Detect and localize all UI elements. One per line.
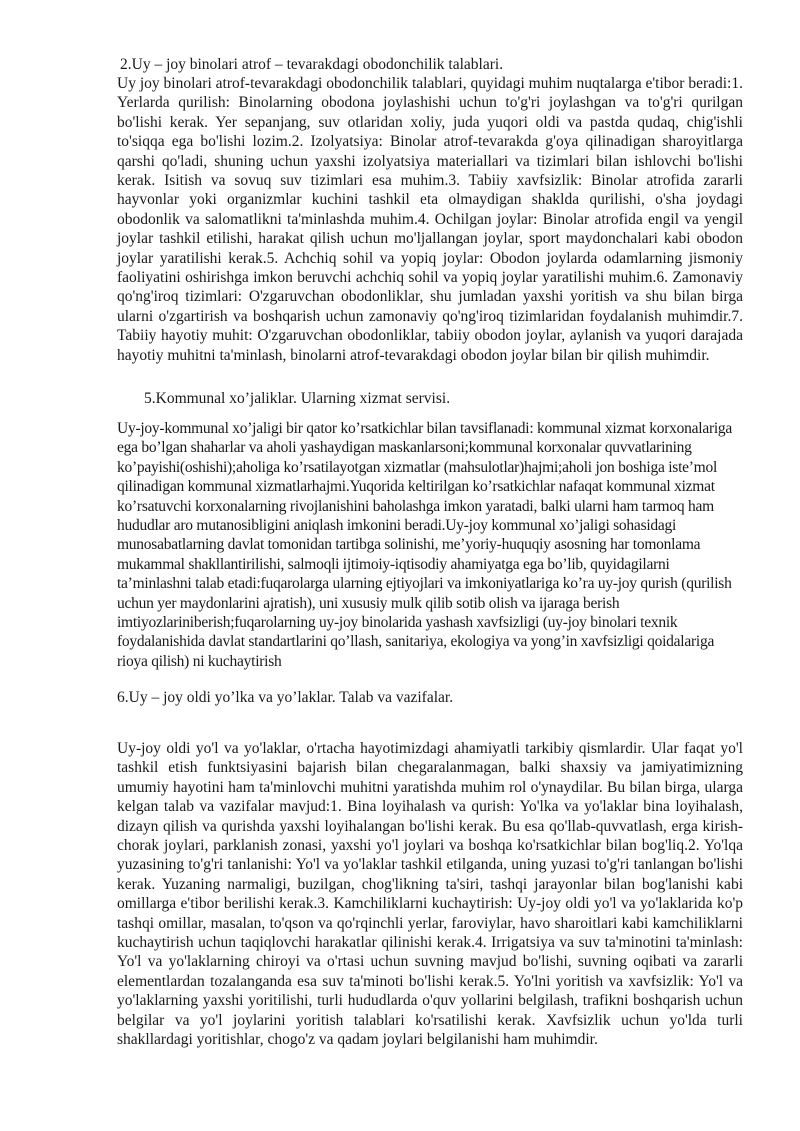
section-6-body: Uy-joy oldi yo'l va yo'laklar, o'rtacha hayotimizdagi ahamiyatli tarkibiy qismlardir. Ular faqat yo'l tashkil etish funktsiyasini bajarish bilan chegaralanmagan, balki shaxsiy va jamiyatimizning umumiy hayotini ham ta'minlovchi muhitni yaratishda muhim rol o'ynaydilar. Bu bilan birga, ularga kelgan talab va vazifalar mavjud:1. Bina loyihalash va qurish: Yo'lka va yo'laklar bina loyihalash, dizayn qilish va qurishda yaxshi loyihalangan bo'lishi kerak. Bu esa qo'llab-quvvatlash, erga kirish-chorak joylari, parklanish zonasi, yaxshi yo'l joylari va boshqa ko'rsatkichlar bilan bog'liq.2. Yo'lqa yuzasining to'g'ri tanlanishi: Yo'l va yo'laklar tashkil etilganda, uning yuzasi to'g'ri tanlangan bo'lishi kerak. Yuzaning narmaligi, buzilgan, chog'likning ta'siri, tashqi jarayonlar bilan bog'lanishi kabi omillarga e'tibor berilishi kerak.3. Kamchiliklarni kuchaytirish: Uy-joy oldi yo'l va yo'laklarida ko'p tashqi omillar, masalan, to'qson va qo'rqinchli yerlar, faroviylar, havo sharoitlari kabi kamchiliklarni kuchaytirish uchun taqiqlovchi harakatlar qilinishi kerak.4. Irrigatsiya va suv ta'minotini ta'minlash: Yo'l va yo'laklarning chiroyi va o'rtasi uchun suvning mavjud bo'lishi, suvning oqibati va zararli elementlardan tozalanganda esa suv ta'minoti bo'lishi kerak.5. Yo'lni yoritish va xavfsizlik: Yo'l va yo'laklarning yaxshi yoritilishi, turli hududlarda o'quv yollarini belgilash, trafikni boshqarish uchun belgilar va yo'l joylarini yoritish talablari ko'rsatilishi kerak. Xavfsizlik uchun yo'lda turli shakllardagi yoritishlar, chogo'z va qadam joylari belgilanishi ham muhimdir. <box>117 740 743 1049</box>
section-5-heading: 5.Kommunal xo’jaliklar. Ularning xizmat servisi. <box>144 390 451 407</box>
section-5-body: Uy-joy-kommunal xo’jaligi bir qator ko’rsatkichlar bilan tavsiflanadi: kommunal xizmat korxonalariga ega bo’lgan shaharlar va aholi yashaydigan maskanlarsoni;kommunal korxonalar quvvatlarining ko’payishi(oshishi);aholiga ko’rsatilayotgan xizmatlar (mahsulotlar)hajmi;aholi jon boshiga iste’mol qilinadigan kommunal xizmatlarhajmi.Yuqorida keltirilgan ko’rsatkichlar nafaqat kommunal xizmat ko’rsatuvchi korxonalarning rivojlanishini baholashga imkon yaratadi, balki ularni ham tarmoq ham hududlar aro mutanosibligini aniqlash imkonini beradi.Uy-joy kommunal xo’jaligi sohasidagi munosabatlarning davlat tomonidan tartibga solinishi, me’yoriy-huquqiy asosning har tomonlama mukammal shakllantirilishi, salmoqli ijtimoiy-iqtisodiy ahamiyatga ega bo’lib, quyidagilarni ta’minlashni talab etadi:fuqarolarga ularning ejtiyojlari va imkoniyatlariga ko’ra uy-joy qurish (qurilish uchun yer maydonlarini ajratish), uni xususiy mulk qilib sotib olish va ijaraga berish imtiyozlariniberish;fuqarolarning uy-joy binolarida yashash xavfsizligi (uy-joy binolari texnik foydalanishida davlat standartlarini qo’llash, sanitariya, ekologiya va yong’in xavfsizligi qoidalariga rioya qilish) ni kuchaytirish <box>117 420 733 670</box>
section-2-heading: 2.Uy – joy binolari atrof – tevarakdagi obodonchilik talablari. <box>120 56 504 73</box>
section-6-heading: 6.Uy – joy oldi yo’lka va yo’laklar. Talab va vazifalar. <box>117 689 454 706</box>
section-2-body: Uy joy binolari atrof-tevarakdagi obodonchilik talablari, quyidagi muhim nuqtalarga e'tibor beradi:1. Yerlarda qurilish: Binolarning obodona joylashishi uchun to'g'ri joylashgan va to'g'ri qurilgan bo'lishi kerak. Yer sepanjang, suv otlaridan xoliy, juda yuqori oldi va pastda qudaq, chig'ishli to'siqqa ega bo'lishi lozim.2. Izolyatsiya: Binolar atrof-tevarakda g'oya qilinadigan sharoyitlarga qarshi qo'ladi, shuning uchun yaxshi izolyatsiya materiallari va tizimlari bilan ishlovchi bo'lishi kerak. Isitish va sovuq suv tizimlari esa muhim.3. Tabiiy xavfsizlik: Binolar atrofida zararli hayvonlar yoki organizmlar kuchini tashkil eta olmaydigan shaklda qurilishi, o'sha joydagi obodonlik va salomatlikni ta'minlashda muhim.4. Ochilgan joylar: Binolar atrofida engil va yengil joylar tashkil etilishi, harakat qilish uchun mo'ljallangan joylar, sport maydonchalari kabi obodon joylar yaratilishi kerak.5. Achchiq sohil va yopiq joylar: Obodon joylarda odamlarning jismoniy faoliyatini oshirishga imkon beruvchi achchiq sohil va yopiq joylar yaratilishi muhim.6. Zamonaviy qo'ng'iroq tizimlari: O'zgaruvchan obodonliklar, shu jumladan yaxshi yoritish va shu bilan birga ularni o'zgartirish va boshqarish uchun zamonaviy qo'ng'iroq tizimlaridan foydalanish muhimdir.7. Tabiiy hayotiy muhit: O'zgaruvchan obodonliklar, tabiiy obodon joylar, aylanish va yuqori darajada hayotiy muhitni ta'minlash, binolarni atrof-tevarakdagi obodon joylar bilan bir qilish muhimdir. <box>117 75 743 364</box>
